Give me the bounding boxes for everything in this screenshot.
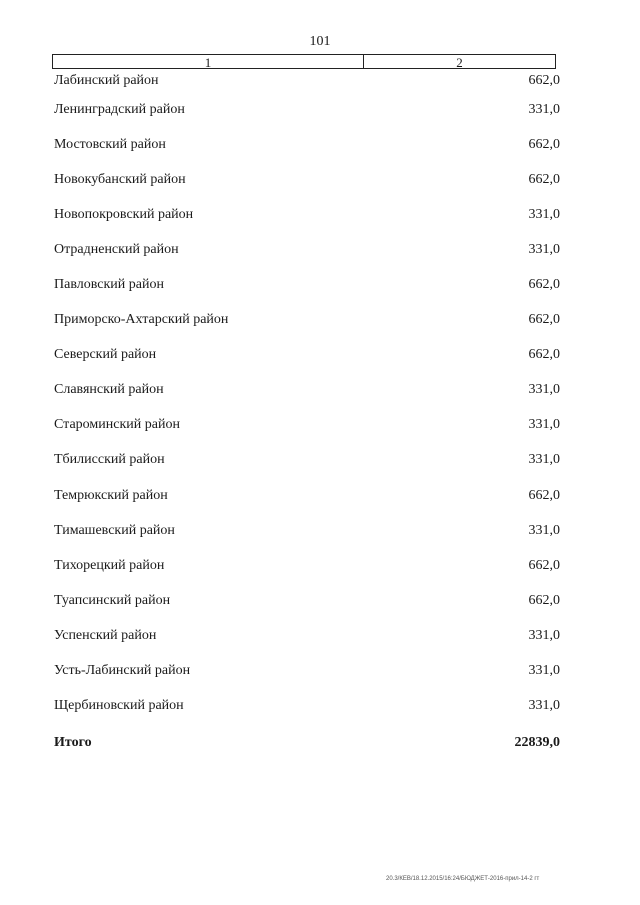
table-row (52, 373, 560, 408)
district-value: 331,0 (528, 241, 560, 257)
district-name: Новокубанский район (54, 171, 186, 187)
district-name: Новопокровский район (54, 206, 194, 222)
district-name: Павловский район (54, 277, 164, 293)
district-value: 331,0 (528, 522, 560, 538)
table-row (52, 443, 560, 478)
table-row (52, 478, 560, 513)
table-row (52, 197, 560, 232)
district-value: 662,0 (528, 312, 560, 328)
district-value: 662,0 (528, 277, 560, 293)
table-row (52, 303, 560, 338)
table-row (52, 689, 560, 724)
table-row (52, 267, 560, 302)
district-name: Тимашевский район (54, 522, 175, 538)
table-row (52, 338, 560, 373)
district-value: 331,0 (528, 663, 560, 679)
total-label: Итого (54, 735, 92, 751)
table-row (52, 408, 560, 443)
district-name: Успенский район (54, 627, 157, 643)
district-value: 331,0 (528, 382, 560, 398)
district-value: 662,0 (528, 73, 560, 88)
district-value: 331,0 (528, 452, 560, 468)
header-col-2: 2 (456, 55, 463, 70)
table-header (52, 54, 556, 69)
table-row (52, 70, 560, 92)
district-name: Отрадненский район (54, 241, 179, 257)
district-name: Приморско-Ахтарский район (54, 312, 229, 328)
document-footer-code: 20.3/КЕВ/18.12.2015/16:24/БЮДЖЕТ-2016-прил-14-2 гт (386, 876, 540, 882)
district-name: Усть-Лабинский район (54, 663, 191, 679)
district-value: 331,0 (528, 101, 560, 117)
table-row (52, 127, 560, 162)
district-value: 331,0 (528, 627, 560, 643)
table-row (52, 232, 560, 267)
district-name: Славянский район (54, 382, 164, 398)
table-row (52, 162, 560, 197)
district-name: Тбилисский район (54, 452, 165, 468)
total-value: 22839,0 (514, 735, 560, 751)
district-name: Темрюкский район (54, 487, 168, 503)
district-value: 331,0 (528, 417, 560, 433)
district-value: 331,0 (528, 206, 560, 222)
table-row (52, 654, 560, 689)
district-value: 662,0 (528, 487, 560, 503)
district-name: Лабинский район (54, 73, 159, 88)
district-value: 662,0 (528, 136, 560, 152)
total-row (52, 726, 560, 761)
table-row (52, 548, 560, 583)
district-name: Северский район (54, 347, 157, 363)
page-number: 101 (309, 34, 331, 49)
district-value: 662,0 (528, 592, 560, 608)
district-name: Ленинградский район (54, 101, 185, 117)
table-body (52, 70, 560, 761)
district-value: 662,0 (528, 557, 560, 573)
table-row (52, 583, 560, 618)
district-name: Мостовский район (54, 136, 166, 152)
district-value: 331,0 (528, 698, 560, 714)
district-name: Туапсинский район (54, 592, 171, 608)
header-col-1: 1 (53, 55, 364, 68)
district-name: Тихорецкий район (54, 557, 165, 573)
district-value: 662,0 (528, 347, 560, 363)
district-name: Щербиновский район (54, 698, 184, 714)
table-row (52, 92, 560, 127)
district-name: Староминский район (54, 417, 180, 433)
district-value: 662,0 (528, 171, 560, 187)
table-row (52, 618, 560, 653)
table-row (52, 513, 560, 548)
